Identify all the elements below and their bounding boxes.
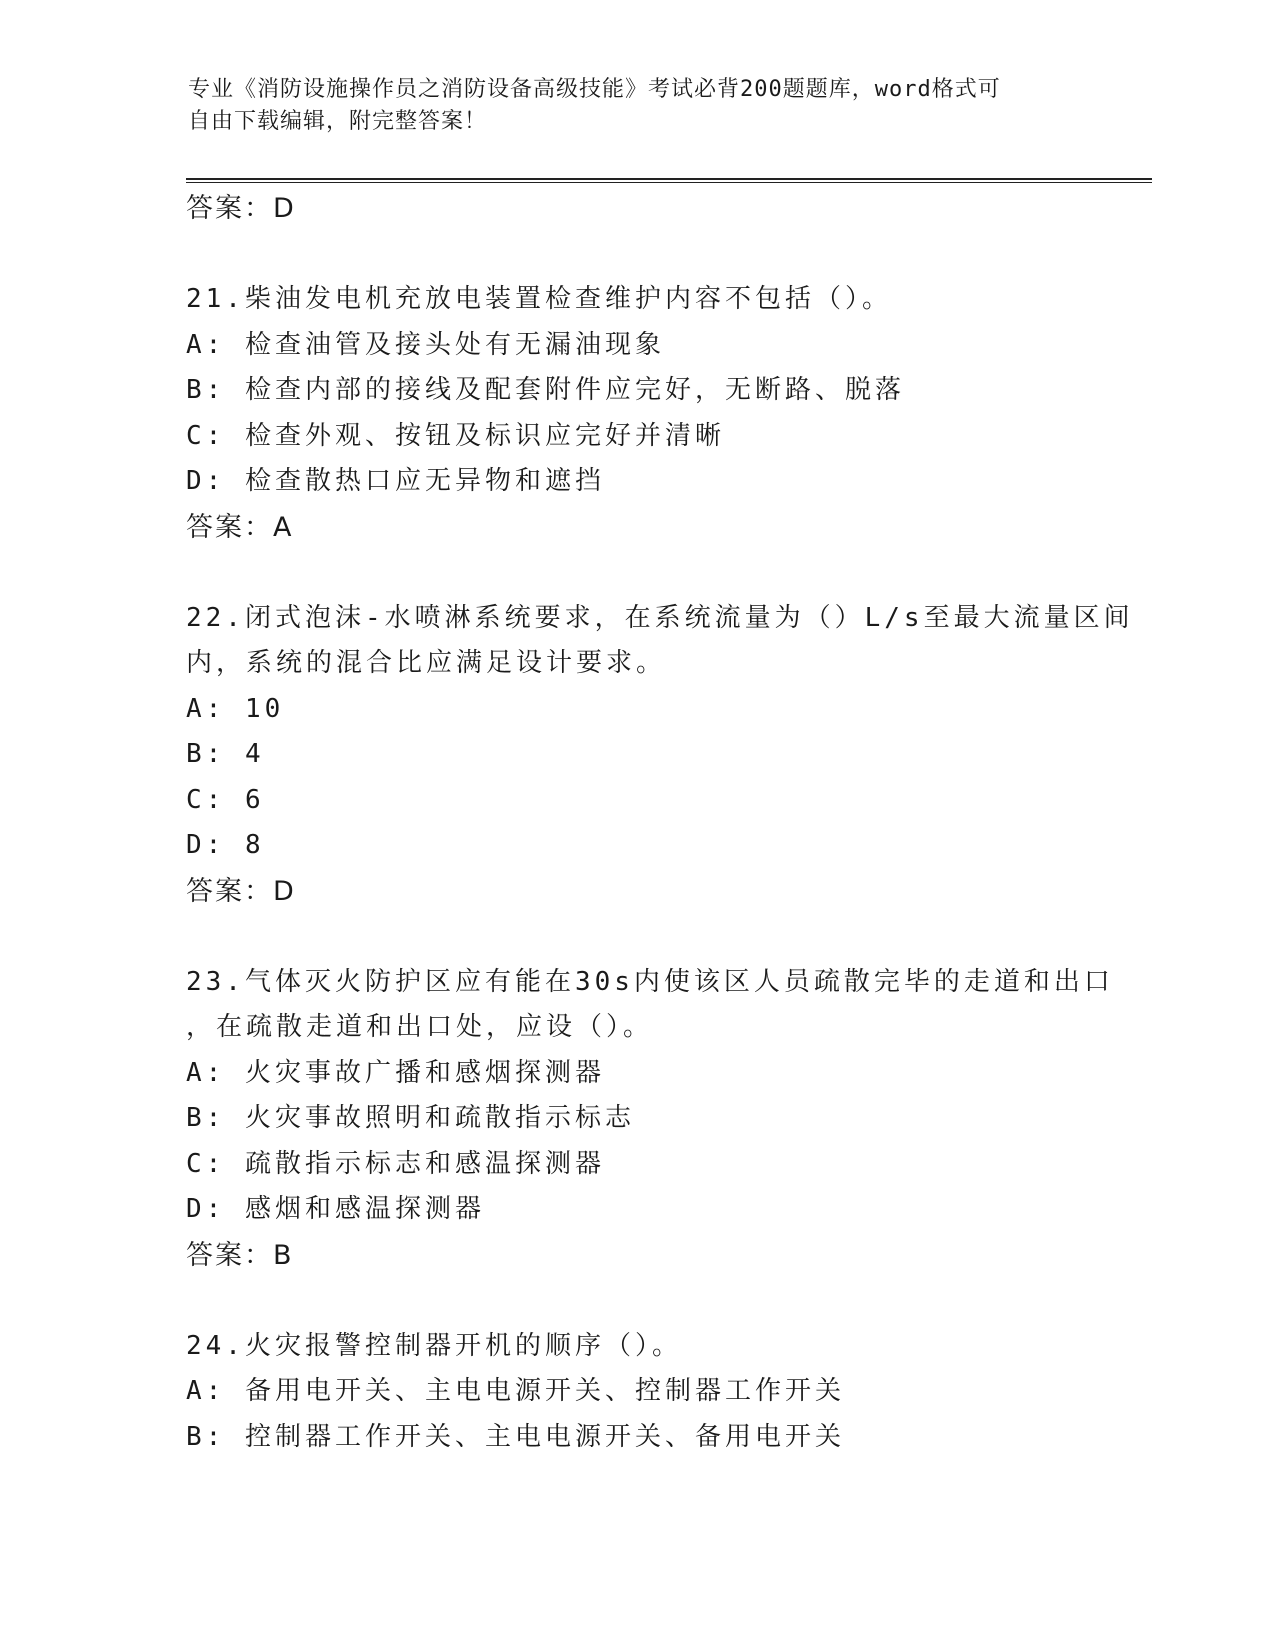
answer: 答案：D (186, 875, 296, 907)
question-stem: 24.火灾报警控制器开机的顺序（）。 (186, 1330, 682, 1361)
document-header (188, 74, 1088, 138)
option-d: D: 感烟和感温探测器 (186, 1194, 485, 1224)
question-stem: 22.闭式泡沫-水喷淋系统要求，在系统流量为（）L/s至最大流量区间 (186, 602, 1134, 633)
option-a: A: 10 (186, 693, 285, 724)
question-21 (186, 277, 1086, 550)
option-c: C: 检查外观、按钮及标识应完好并清晰 (186, 420, 725, 451)
header-divider (186, 178, 1152, 183)
option-a: A: 备用电开关、主电电源开关、控制器工作开关 (186, 1376, 845, 1406)
answer: 答案：A (186, 511, 294, 543)
header-line-2: 自由下载编辑，附完整答案！ (188, 109, 488, 134)
question-23 (186, 960, 1114, 1279)
question-stem-continued: ，在疏散走道和出口处，应设（）。 (186, 1012, 654, 1042)
option-a: A: 检查油管及接头处有无漏油现象 (186, 329, 665, 360)
option-a: A: 火灾事故广播和感烟探测器 (186, 1057, 605, 1088)
header-line-1: 专业《消防设施操作员之消防设备高级技能》考试必背200题题库，word格式可 (188, 77, 1001, 102)
question-24 (186, 1324, 1086, 1461)
spacer (186, 1278, 1086, 1324)
spacer (186, 550, 1086, 596)
answer: 答案：B (186, 1239, 294, 1271)
option-b: B: 火灾事故照明和疏散指示标志 (186, 1103, 635, 1133)
option-b: B: 控制器工作开关、主电电源开关、备用电开关 (186, 1421, 845, 1452)
answer-previous: 答案：D (186, 193, 296, 224)
option-b: B: 检查内部的接线及配套附件应完好，无断路、脱落 (186, 375, 905, 405)
spacer (186, 914, 1086, 960)
question-list (186, 186, 1134, 1460)
spacer (186, 232, 1086, 278)
option-b: B: 4 (186, 739, 265, 769)
question-stem-continued: 内，系统的混合比应满足设计要求。 (186, 648, 667, 678)
option-c: C: 疏散指示标志和感温探测器 (186, 1148, 605, 1179)
option-d: D: 8 (186, 830, 265, 860)
question-stem: 21.柴油发电机充放电装置检查维护内容不包括（）。 (186, 284, 892, 314)
option-d: D: 检查散热口应无异物和遮挡 (186, 466, 605, 496)
question-stem: 23.气体灭火防护区应有能在30s内使该区人员疏散完毕的走道和出口 (186, 966, 1114, 997)
option-c: C: 6 (186, 784, 265, 815)
question-22 (186, 596, 1134, 915)
